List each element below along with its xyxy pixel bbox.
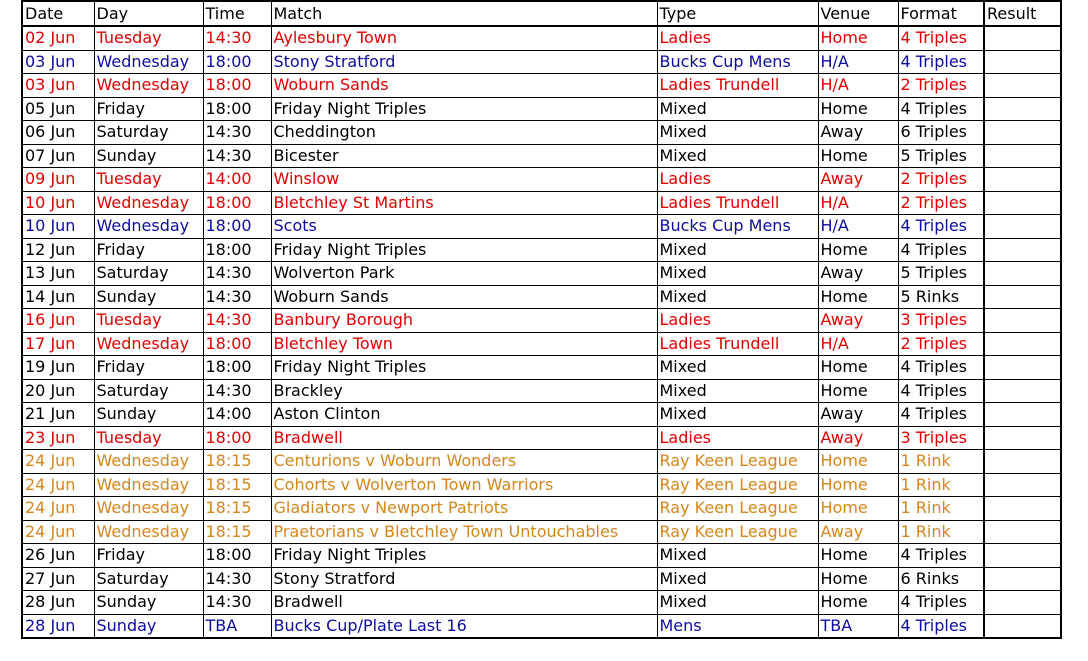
time-cell: 14:30 — [203, 262, 271, 286]
fixture-row — [22, 379, 1061, 403]
venue-cell: Away — [818, 168, 898, 192]
result-cell — [984, 426, 1061, 450]
date-cell: 09 Jun — [22, 168, 94, 192]
match-cell: Bradwell — [271, 426, 657, 450]
time-cell: 18:00 — [203, 426, 271, 450]
format-cell: 4 Triples — [898, 50, 984, 74]
day-cell: Friday — [94, 356, 203, 380]
format-cell: 4 Triples — [898, 544, 984, 568]
venue-cell: H/A — [818, 50, 898, 74]
result-cell — [984, 520, 1061, 544]
match-cell: Cohorts v Wolverton Town Warriors — [271, 473, 657, 497]
date-cell: 12 Jun — [22, 238, 94, 262]
header-result: Result — [984, 1, 1061, 26]
time-cell: 18:00 — [203, 74, 271, 98]
result-cell — [984, 356, 1061, 380]
result-cell — [984, 26, 1061, 50]
venue-cell: Home — [818, 497, 898, 521]
result-cell — [984, 309, 1061, 333]
match-cell: Cheddington — [271, 121, 657, 145]
format-cell: 4 Triples — [898, 403, 984, 427]
time-cell: 14:30 — [203, 591, 271, 615]
result-cell — [984, 262, 1061, 286]
match-cell: Aston Clinton — [271, 403, 657, 427]
day-cell: Sunday — [94, 614, 203, 638]
time-cell: 18:15 — [203, 520, 271, 544]
result-cell — [984, 544, 1061, 568]
format-cell: 4 Triples — [898, 356, 984, 380]
format-cell: 5 Rinks — [898, 285, 984, 309]
format-cell: 3 Triples — [898, 309, 984, 333]
fixture-row — [22, 238, 1061, 262]
fixture-row — [22, 97, 1061, 121]
header-match: Match — [271, 1, 657, 26]
time-cell: 18:00 — [203, 544, 271, 568]
result-cell — [984, 285, 1061, 309]
type-cell: Mixed — [657, 544, 818, 568]
day-cell: Sunday — [94, 591, 203, 615]
match-cell: Scots — [271, 215, 657, 239]
venue-cell: H/A — [818, 332, 898, 356]
time-cell: 18:00 — [203, 50, 271, 74]
day-cell: Wednesday — [94, 332, 203, 356]
time-cell: 14:00 — [203, 168, 271, 192]
date-cell: 24 Jun — [22, 450, 94, 474]
venue-cell: Home — [818, 473, 898, 497]
match-cell: Stony Stratford — [271, 567, 657, 591]
time-cell: 14:30 — [203, 379, 271, 403]
time-cell: 14:30 — [203, 309, 271, 333]
result-cell — [984, 238, 1061, 262]
match-cell: Bletchley St Martins — [271, 191, 657, 215]
day-cell: Wednesday — [94, 473, 203, 497]
time-cell: 18:15 — [203, 450, 271, 474]
fixture-row — [22, 450, 1061, 474]
venue-cell: Home — [818, 356, 898, 380]
type-cell: Ladies — [657, 26, 818, 50]
date-cell: 24 Jun — [22, 497, 94, 521]
venue-cell: Away — [818, 309, 898, 333]
day-cell: Saturday — [94, 121, 203, 145]
day-cell: Saturday — [94, 567, 203, 591]
format-cell: 2 Triples — [898, 191, 984, 215]
format-cell: 1 Rink — [898, 520, 984, 544]
type-cell: Bucks Cup Mens — [657, 215, 818, 239]
date-cell: 28 Jun — [22, 614, 94, 638]
date-cell: 10 Jun — [22, 191, 94, 215]
type-cell: Ladies — [657, 168, 818, 192]
venue-cell: Home — [818, 544, 898, 568]
type-cell: Ladies Trundell — [657, 191, 818, 215]
type-cell: Mixed — [657, 591, 818, 615]
fixture-row — [22, 26, 1061, 50]
date-cell: 20 Jun — [22, 379, 94, 403]
date-cell: 21 Jun — [22, 403, 94, 427]
venue-cell: Away — [818, 121, 898, 145]
header-type: Type — [657, 1, 818, 26]
type-cell: Mixed — [657, 567, 818, 591]
match-cell: Woburn Sands — [271, 74, 657, 98]
header-day: Day — [94, 1, 203, 26]
fixture-row — [22, 497, 1061, 521]
match-cell: Bicester — [271, 144, 657, 168]
date-cell: 19 Jun — [22, 356, 94, 380]
time-cell: 18:15 — [203, 473, 271, 497]
result-cell — [984, 215, 1061, 239]
type-cell: Ray Keen League — [657, 473, 818, 497]
time-cell: 14:30 — [203, 26, 271, 50]
fixture-row — [22, 144, 1061, 168]
match-cell: Friday Night Triples — [271, 544, 657, 568]
date-cell: 16 Jun — [22, 309, 94, 333]
type-cell: Ladies Trundell — [657, 74, 818, 98]
date-cell: 02 Jun — [22, 26, 94, 50]
venue-cell: Home — [818, 591, 898, 615]
venue-cell: Home — [818, 26, 898, 50]
type-cell: Ladies — [657, 426, 818, 450]
fixture-row — [22, 520, 1061, 544]
match-cell: Winslow — [271, 168, 657, 192]
day-cell: Wednesday — [94, 50, 203, 74]
date-cell: 07 Jun — [22, 144, 94, 168]
date-cell: 13 Jun — [22, 262, 94, 286]
date-cell: 03 Jun — [22, 74, 94, 98]
time-cell: 18:00 — [203, 191, 271, 215]
fixture-row — [22, 426, 1061, 450]
day-cell: Saturday — [94, 379, 203, 403]
header-time: Time — [203, 1, 271, 26]
result-cell — [984, 591, 1061, 615]
day-cell: Sunday — [94, 285, 203, 309]
date-cell: 26 Jun — [22, 544, 94, 568]
format-cell: 4 Triples — [898, 97, 984, 121]
venue-cell: Home — [818, 567, 898, 591]
date-cell: 03 Jun — [22, 50, 94, 74]
time-cell: 18:00 — [203, 97, 271, 121]
venue-cell: TBA — [818, 614, 898, 638]
result-cell — [984, 50, 1061, 74]
match-cell: Aylesbury Town — [271, 26, 657, 50]
venue-cell: H/A — [818, 74, 898, 98]
day-cell: Wednesday — [94, 450, 203, 474]
day-cell: Tuesday — [94, 309, 203, 333]
fixture-row — [22, 121, 1061, 145]
time-cell: 18:00 — [203, 238, 271, 262]
match-cell: Friday Night Triples — [271, 97, 657, 121]
result-cell — [984, 74, 1061, 98]
day-cell: Friday — [94, 544, 203, 568]
day-cell: Tuesday — [94, 426, 203, 450]
type-cell: Mixed — [657, 379, 818, 403]
type-cell: Ray Keen League — [657, 520, 818, 544]
day-cell: Wednesday — [94, 74, 203, 98]
day-cell: Wednesday — [94, 215, 203, 239]
type-cell: Mens — [657, 614, 818, 638]
day-cell: Wednesday — [94, 497, 203, 521]
type-cell: Mixed — [657, 285, 818, 309]
match-cell: Friday Night Triples — [271, 356, 657, 380]
result-cell — [984, 473, 1061, 497]
type-cell: Ladies — [657, 309, 818, 333]
type-cell: Ray Keen League — [657, 497, 818, 521]
type-cell: Mixed — [657, 262, 818, 286]
type-cell: Mixed — [657, 356, 818, 380]
fixture-row — [22, 168, 1061, 192]
time-cell: 14:30 — [203, 121, 271, 145]
fixture-row — [22, 403, 1061, 427]
result-cell — [984, 403, 1061, 427]
fixture-row — [22, 215, 1061, 239]
date-cell: 24 Jun — [22, 473, 94, 497]
match-cell: Bradwell — [271, 591, 657, 615]
fixtures-table — [21, 0, 1062, 639]
date-cell: 23 Jun — [22, 426, 94, 450]
venue-cell: Away — [818, 426, 898, 450]
fixture-row — [22, 309, 1061, 333]
time-cell: 18:00 — [203, 356, 271, 380]
type-cell: Mixed — [657, 121, 818, 145]
fixtures-body — [22, 26, 1061, 638]
format-cell: 4 Triples — [898, 215, 984, 239]
type-cell: Mixed — [657, 144, 818, 168]
result-cell — [984, 97, 1061, 121]
time-cell: 18:00 — [203, 215, 271, 239]
format-cell: 4 Triples — [898, 238, 984, 262]
format-cell: 4 Triples — [898, 26, 984, 50]
fixture-row — [22, 191, 1061, 215]
format-cell: 1 Rink — [898, 497, 984, 521]
day-cell: Tuesday — [94, 26, 203, 50]
day-cell: Tuesday — [94, 168, 203, 192]
venue-cell: Home — [818, 285, 898, 309]
format-cell: 4 Triples — [898, 591, 984, 615]
time-cell: 14:30 — [203, 144, 271, 168]
day-cell: Wednesday — [94, 520, 203, 544]
fixture-row — [22, 356, 1061, 380]
match-cell: Wolverton Park — [271, 262, 657, 286]
venue-cell: Away — [818, 520, 898, 544]
date-cell: 14 Jun — [22, 285, 94, 309]
venue-cell: Away — [818, 403, 898, 427]
fixture-row — [22, 285, 1061, 309]
type-cell: Bucks Cup Mens — [657, 50, 818, 74]
venue-cell: H/A — [818, 215, 898, 239]
day-cell: Friday — [94, 97, 203, 121]
date-cell: 05 Jun — [22, 97, 94, 121]
day-cell: Friday — [94, 238, 203, 262]
day-cell: Sunday — [94, 144, 203, 168]
match-cell: Centurions v Woburn Wonders — [271, 450, 657, 474]
format-cell: 4 Triples — [898, 379, 984, 403]
format-cell: 6 Rinks — [898, 567, 984, 591]
time-cell: 18:00 — [203, 332, 271, 356]
result-cell — [984, 567, 1061, 591]
format-cell: 2 Triples — [898, 74, 984, 98]
result-cell — [984, 121, 1061, 145]
match-cell: Praetorians v Bletchley Town Untouchables — [271, 520, 657, 544]
date-cell: 10 Jun — [22, 215, 94, 239]
format-cell: 2 Triples — [898, 332, 984, 356]
result-cell — [984, 379, 1061, 403]
format-cell: 4 Triples — [898, 614, 984, 638]
header-row — [22, 1, 1061, 26]
day-cell: Sunday — [94, 403, 203, 427]
venue-cell: Home — [818, 238, 898, 262]
date-cell: 06 Jun — [22, 121, 94, 145]
day-cell: Wednesday — [94, 191, 203, 215]
result-cell — [984, 497, 1061, 521]
type-cell: Ray Keen League — [657, 450, 818, 474]
type-cell: Mixed — [657, 403, 818, 427]
day-cell: Saturday — [94, 262, 203, 286]
fixture-row — [22, 614, 1061, 638]
format-cell: 1 Rink — [898, 450, 984, 474]
format-cell: 5 Triples — [898, 144, 984, 168]
venue-cell: Home — [818, 144, 898, 168]
format-cell: 3 Triples — [898, 426, 984, 450]
match-cell: Stony Stratford — [271, 50, 657, 74]
result-cell — [984, 450, 1061, 474]
fixture-row — [22, 332, 1061, 356]
format-cell: 6 Triples — [898, 121, 984, 145]
result-cell — [984, 332, 1061, 356]
match-cell: Gladiators v Newport Patriots — [271, 497, 657, 521]
venue-cell: H/A — [818, 191, 898, 215]
format-cell: 5 Triples — [898, 262, 984, 286]
match-cell: Banbury Borough — [271, 309, 657, 333]
match-cell: Brackley — [271, 379, 657, 403]
time-cell: 14:30 — [203, 285, 271, 309]
time-cell: TBA — [203, 614, 271, 638]
result-cell — [984, 168, 1061, 192]
header-date: Date — [22, 1, 94, 26]
fixture-row — [22, 74, 1061, 98]
type-cell: Mixed — [657, 238, 818, 262]
date-cell: 27 Jun — [22, 567, 94, 591]
match-cell: Woburn Sands — [271, 285, 657, 309]
venue-cell: Home — [818, 450, 898, 474]
result-cell — [984, 191, 1061, 215]
format-cell: 1 Rink — [898, 473, 984, 497]
match-cell: Friday Night Triples — [271, 238, 657, 262]
result-cell — [984, 144, 1061, 168]
type-cell: Mixed — [657, 97, 818, 121]
fixture-row — [22, 50, 1061, 74]
venue-cell: Home — [818, 379, 898, 403]
venue-cell: Home — [818, 97, 898, 121]
date-cell: 24 Jun — [22, 520, 94, 544]
result-cell — [984, 614, 1061, 638]
time-cell: 18:15 — [203, 497, 271, 521]
fixture-row — [22, 262, 1061, 286]
date-cell: 28 Jun — [22, 591, 94, 615]
match-cell: Bucks Cup/Plate Last 16 — [271, 614, 657, 638]
time-cell: 14:00 — [203, 403, 271, 427]
type-cell: Ladies Trundell — [657, 332, 818, 356]
fixture-row — [22, 473, 1061, 497]
header-format: Format — [898, 1, 984, 26]
fixture-row — [22, 591, 1061, 615]
format-cell: 2 Triples — [898, 168, 984, 192]
time-cell: 14:30 — [203, 567, 271, 591]
header-venue: Venue — [818, 1, 898, 26]
fixture-row — [22, 544, 1061, 568]
date-cell: 17 Jun — [22, 332, 94, 356]
venue-cell: Away — [818, 262, 898, 286]
fixture-row — [22, 567, 1061, 591]
match-cell: Bletchley Town — [271, 332, 657, 356]
